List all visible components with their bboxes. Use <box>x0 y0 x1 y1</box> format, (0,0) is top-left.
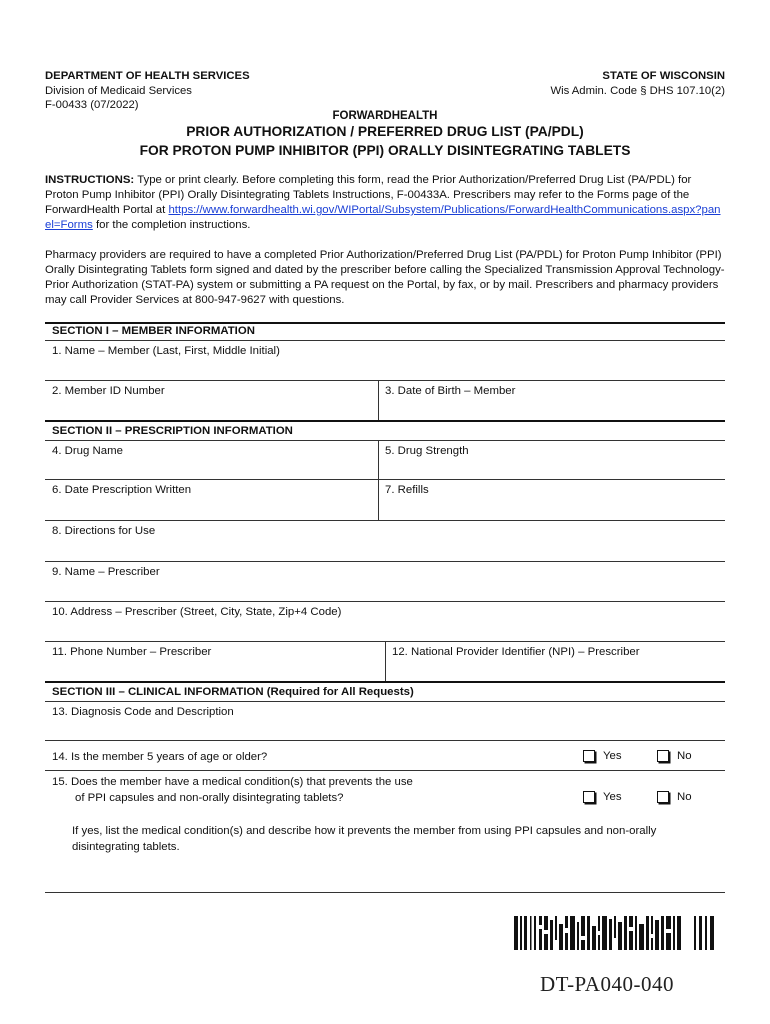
header-left <box>45 69 250 113</box>
q14-yes-label: Yes <box>603 750 622 762</box>
state-name: STATE OF WISCONSIN <box>602 70 725 82</box>
prescriber-phone-field[interactable]: 11. Phone Number – Prescriber <box>52 646 212 658</box>
refills-field[interactable]: 7. Refills <box>385 484 429 496</box>
instructions-after: for the completion instructions. <box>92 219 251 231</box>
drug-name-field[interactable]: 4. Drug Name <box>52 445 123 457</box>
row-line <box>45 740 725 741</box>
section-divider <box>45 420 725 422</box>
drug-strength-field[interactable]: 5. Drug Strength <box>385 445 469 457</box>
page-title: PRIOR AUTHORIZATION / PREFERRED DRUG LIST (PA/PDL) <box>186 124 584 139</box>
column-line <box>385 641 386 681</box>
row-line <box>45 479 725 480</box>
barcode-image <box>514 916 716 950</box>
instructions-text: Type or print clearly. Before completing this form, read the Prior Authorization/Preferred Drug List (PA/PDL) for Proton Pump Inhibitor (PPI) Orally Disintegrating Tablets Instructions, F-00433A. Prescribers may refer to the Forms page of the ForwardHealth Portal at <box>45 174 692 216</box>
prescriber-npi-field[interactable]: 12. National Provider Identifier (NPI) – Prescriber <box>392 646 640 658</box>
checkbox-icon <box>657 750 669 762</box>
q15-yes-label: Yes <box>603 791 622 803</box>
if-yes-instructions: If yes, list the medical condition(s) and describe how it prevents the member from using PPI capsules and non-orally disintegrating tablets. <box>72 825 657 853</box>
instructions-label: INSTRUCTIONS: <box>45 174 135 186</box>
row-line <box>45 440 725 441</box>
section-2-title: SECTION II – PRESCRIPTION INFORMATION <box>52 425 293 437</box>
row-line <box>45 561 725 562</box>
checkbox-icon <box>583 750 595 762</box>
question-15-line1: 15. Does the member have a medical condition(s) that prevents the use <box>52 776 413 788</box>
directions-field[interactable]: 8. Directions for Use <box>52 525 156 537</box>
section-3-title: SECTION III – CLINICAL INFORMATION (Required for All Requests) <box>52 686 414 698</box>
row-line <box>45 701 725 702</box>
q14-no-checkbox[interactable] <box>657 750 692 762</box>
q14-no-label: No <box>677 750 692 762</box>
date-written-field[interactable]: 6. Date Prescription Written <box>52 484 192 496</box>
forms-page-link[interactable]: https://www.forwardhealth.wi.gov/WIPortal/Subsystem/Publications/ForwardHealthCommunications.aspx?panel=Forms <box>45 204 721 231</box>
diagnosis-field[interactable]: 13. Diagnosis Code and Description <box>52 706 234 718</box>
prescriber-name-field[interactable]: 9. Name – Prescriber <box>52 566 160 578</box>
q15-no-checkbox[interactable] <box>657 791 692 803</box>
instructions-paragraph <box>45 173 725 233</box>
checkbox-icon <box>583 791 595 803</box>
member-dob-field[interactable]: 3. Date of Birth – Member <box>385 385 516 397</box>
column-line <box>378 380 379 420</box>
pharmacy-paragraph: Pharmacy providers are required to have a completed Prior Authorization/Preferred Drug List (PA/PDL) for Proton Pump Inhibitor (PPI) Orally Disintegrating Tablets form signed and dated by the prescriber before calling the Specialized Transmission Approval Technology-Prior Authorization (STAT-PA) system or submitting a PA request on the Portal, by fax, or by mail. Prescribers and pharmacy providers may call Provider Services at 800-947-9627 with questions. <box>45 249 725 306</box>
department-name: DEPARTMENT OF HEALTH SERVICES <box>45 70 250 82</box>
section-1-title: SECTION I – MEMBER INFORMATION <box>52 325 255 337</box>
division-name: Division of Medicaid Services <box>45 84 192 97</box>
admin-code: Wis Admin. Code § DHS 107.10(2) <box>550 84 725 97</box>
row-line <box>45 770 725 771</box>
row-line <box>45 892 725 893</box>
prescriber-address-field[interactable]: 10. Address – Prescriber (Street, City, State, Zip+4 Code) <box>52 606 342 618</box>
checkbox-icon <box>657 791 669 803</box>
q14-yes-checkbox[interactable] <box>583 750 622 762</box>
question-14-label: 14. Is the member 5 years of age or older? <box>52 751 268 763</box>
footer-form-code: DT-PA040-040 <box>540 972 674 996</box>
section-divider <box>45 681 725 683</box>
q15-no-label: No <box>677 791 692 803</box>
member-name-field[interactable]: 1. Name – Member (Last, First, Middle Initial) <box>52 345 280 357</box>
row-line <box>45 340 725 341</box>
member-id-field[interactable]: 2. Member ID Number <box>52 385 165 397</box>
section-divider <box>45 322 725 324</box>
q15-yes-checkbox[interactable] <box>583 791 622 803</box>
forwardhealth-label: FORWARDHEALTH <box>332 110 438 122</box>
header-right <box>550 69 725 98</box>
row-line <box>45 380 725 381</box>
row-line <box>45 601 725 602</box>
question-15-line2: of PPI capsules and non-orally disintegrating tablets? <box>75 792 344 804</box>
form-number: F-00433 (07/2022) <box>45 99 139 111</box>
row-line <box>45 520 725 521</box>
page-subtitle: FOR PROTON PUMP INHIBITOR (PPI) ORALLY DISINTEGRATING TABLETS <box>139 143 631 158</box>
column-line <box>378 440 379 520</box>
